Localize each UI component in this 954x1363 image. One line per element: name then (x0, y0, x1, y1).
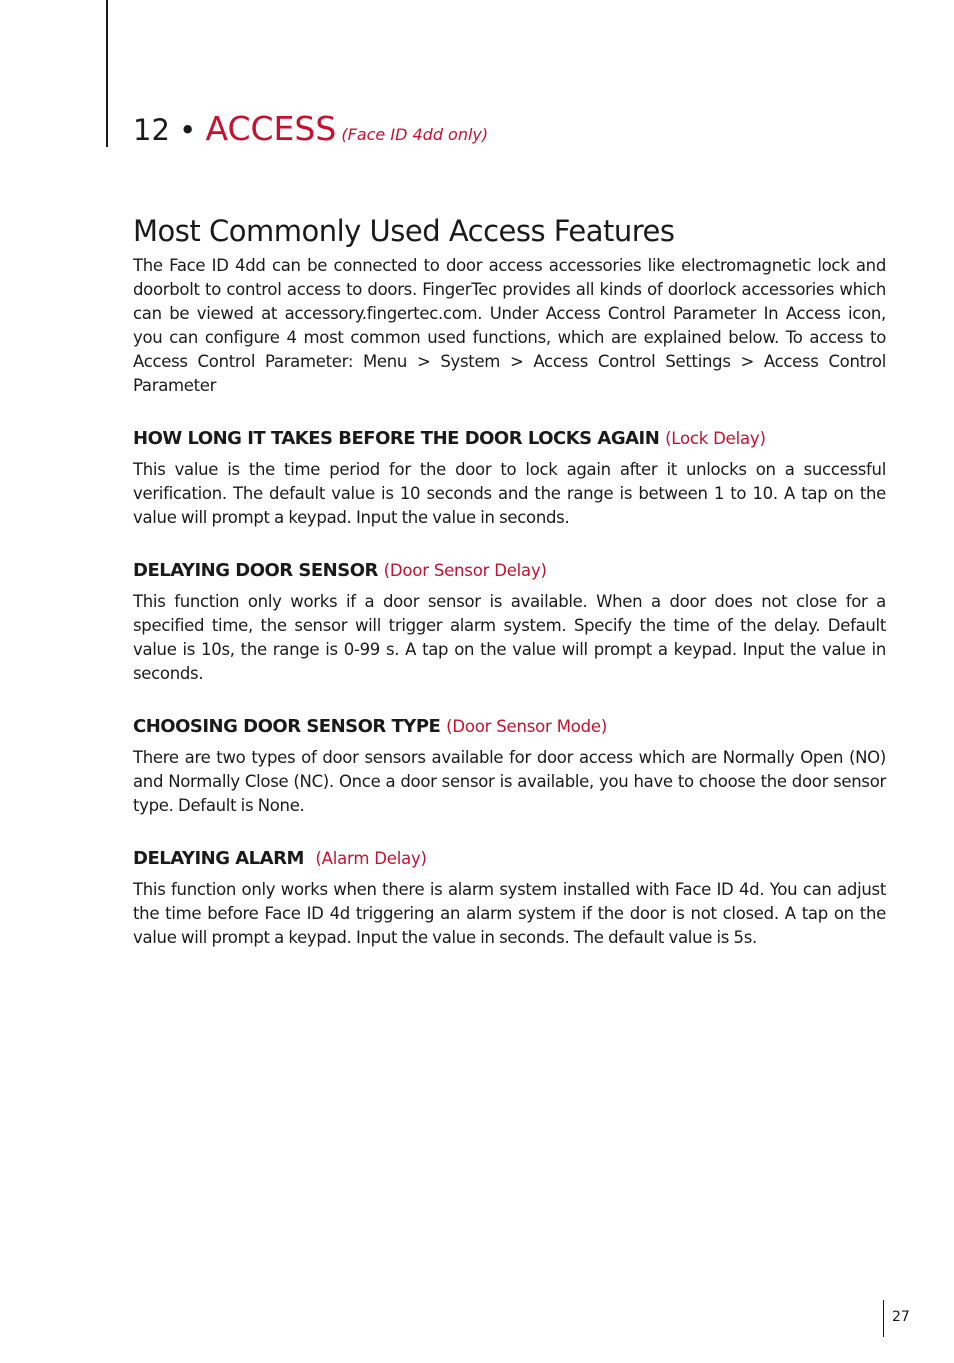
section-heading (133, 714, 886, 740)
chapter-header (133, 109, 489, 148)
section-subtitle: (Alarm Delay) (315, 849, 427, 868)
section-heading (133, 846, 886, 872)
intro-paragraph: The Face ID 4dd can be connected to door access accessories like electromagnetic lock and doorbolt to control access to doors. FingerTec provides all kinds of doorlock accessories which can be viewed at accessory.fingertec.com. Under Access Control Parameter In Access icon, you can configure 4 most common used functions, which are explained below. To access to Access Control Parameter: Menu > System > Access Control Settings > Access Control Parameter (133, 256, 886, 395)
section-heading (133, 426, 886, 452)
section-door-sensor-delay (133, 558, 886, 686)
section-alarm-delay (133, 846, 886, 950)
section-body: There are two types of door sensors available for door access which are Normally Open (NO) and Normally Close (NC). Once a door sensor is available, you have to choose the door sensor type. Default is None. (133, 748, 886, 815)
section-body: This function only works when there is alarm system installed with Face ID 4d. You can adjust the time before Face ID 4d triggering an alarm system if the door is not closed. A tap on the value will prompt a keypad. Input the value in seconds. The default value is 5s. (133, 880, 886, 947)
section-subtitle: (Door Sensor Mode) (446, 717, 608, 736)
section-title: CHOOSING DOOR SENSOR TYPE (133, 716, 441, 737)
section-door-sensor-mode (133, 714, 886, 818)
chapter-number: 12 • (133, 113, 206, 147)
section-title: DELAYING ALARM (133, 848, 304, 869)
chapter-title: ACCESS (205, 109, 337, 148)
page-content (133, 212, 886, 950)
section-subtitle: (Door Sensor Delay) (383, 561, 547, 580)
section-lock-delay (133, 426, 886, 530)
page-number: 27 (892, 1309, 910, 1325)
footer-rule (883, 1300, 884, 1337)
section-heading (133, 558, 886, 584)
section-subtitle: (Lock Delay) (665, 429, 766, 448)
section-body: This function only works if a door sensor is available. When a door does not close for a specified time, the sensor will trigger alarm system. Specify the time of the delay. Default value is 10s, the range is 0-99 s. A tap on the value will prompt a keypad. Input the value in seconds. (133, 592, 886, 683)
top-margin-rule (106, 0, 108, 147)
chapter-note: (Face ID 4dd only) (341, 125, 489, 144)
section-title: HOW LONG IT TAKES BEFORE THE DOOR LOCKS AGAIN (133, 428, 660, 449)
page-title: Most Commonly Used Access Features (133, 214, 675, 248)
section-body: This value is the time period for the door to lock again after it unlocks on a successful verification. The default value is 10 seconds and the range is between 1 to 10. A tap on the value will prompt a keypad. Input the value in seconds. (133, 460, 886, 527)
section-title: DELAYING DOOR SENSOR (133, 560, 378, 581)
